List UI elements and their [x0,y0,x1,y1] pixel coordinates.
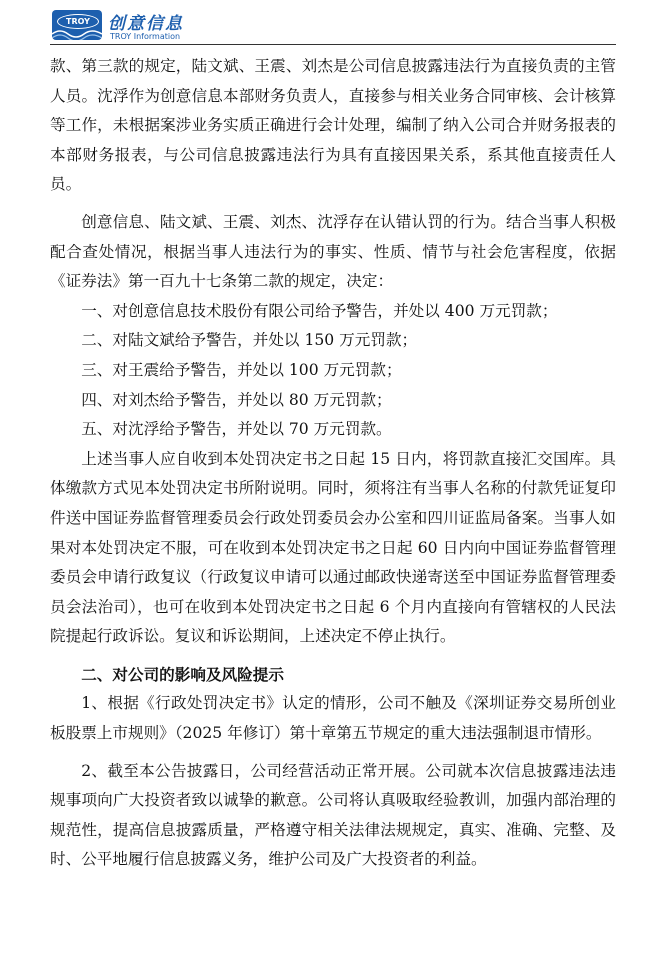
penalty-item-5: 五、对沈浮给予警告，并处以 70 万元罚款。 [81,420,392,439]
section-heading-impact: 二、对公司的影响及风险提示 [81,664,284,684]
risk-item-1: 1、根据《行政处罚决定书》认定的情形，公司不触及《深圳证券交易所创业板股票上市规则》（2025 年修订）第十章第五节规定的重大违法强制退市情形。 [50,694,616,743]
paragraph-payment-and-appeal: 上述当事人应自收到本处罚决定书之日起 15 日内，将罚款直接汇交国库。具体缴款方式见本处罚决定书所附说明。同时，须将注有当事人名称的付款凭证复印件送中国证券监督管理委员会行政处罚委员会办公室和四川证监局备案。当事人如果对本处罚决定不服，可在收到本处罚决定书之日起 60 日内向中国证券监督管理委员会申请行政复议（行政复议申请可以通过邮政快递寄送至中国证券监督管理委员会法治司），也可在收到本处罚决定书之日起 6 个月内直接向有管辖权的人民法院提起行政诉讼。复议和诉讼期间，上述决定不停止执行。 [50,449,616,646]
document-body [50,52,616,875]
logo-badge-text: TROY [57,14,99,29]
company-name-en: TROY Information [110,32,181,41]
page-header [50,8,616,45]
penalty-item-3: 三、对王震给予警告，并处以 100 万元罚款； [81,360,402,379]
risk-item-2: 2、截至本公告披露日，公司经营活动正常开展。公司就本次信息披露违法违规事项向广大投资者致以诚挚的歉意。公司将认真吸取经验教训，加强内部治理的规范性，提高信息披露质量，严格遵守相关法律法规规定，真实、准确、完整、及时、公平地履行信息披露义务，维护公司及广大投资者的利益。 [50,761,616,869]
logo-wave-icon [52,28,102,40]
penalty-item-1: 一、对创意信息技术股份有限公司给予警告，并处以 400 万元罚款； [81,301,558,320]
troy-logo-icon [52,10,102,40]
penalty-item-2: 二、对陆文斌给予警告，并处以 150 万元罚款； [81,331,418,350]
paragraph-decision-basis: 创意信息、陆文斌、王震、刘杰、沈浮存在认错认罚的行为。结合当事人积极配合查处情况，根据当事人违法行为的事实、性质、情节与社会危害程度，依据《证券法》第一百九十七条第二款的规定，决定： [50,212,616,291]
paragraph-responsible-persons: 款、第三款的规定，陆文斌、王震、刘杰是公司信息披露违法行为直接负责的主管人员。沈浮作为创意信息本部财务负责人，直接参与相关业务合同审核、会计核算等工作，未根据案涉业务实质正确进行会计处理，编制了纳入公司合并财务报表的本部财务报表，与公司信息披露违法行为具有直接因果关系，系其他直接责任人员。 [50,57,616,194]
penalty-item-4: 四、对刘杰给予警告，并处以 80 万元罚款； [81,390,392,409]
company-name-cn: 创意信息 [108,14,184,34]
